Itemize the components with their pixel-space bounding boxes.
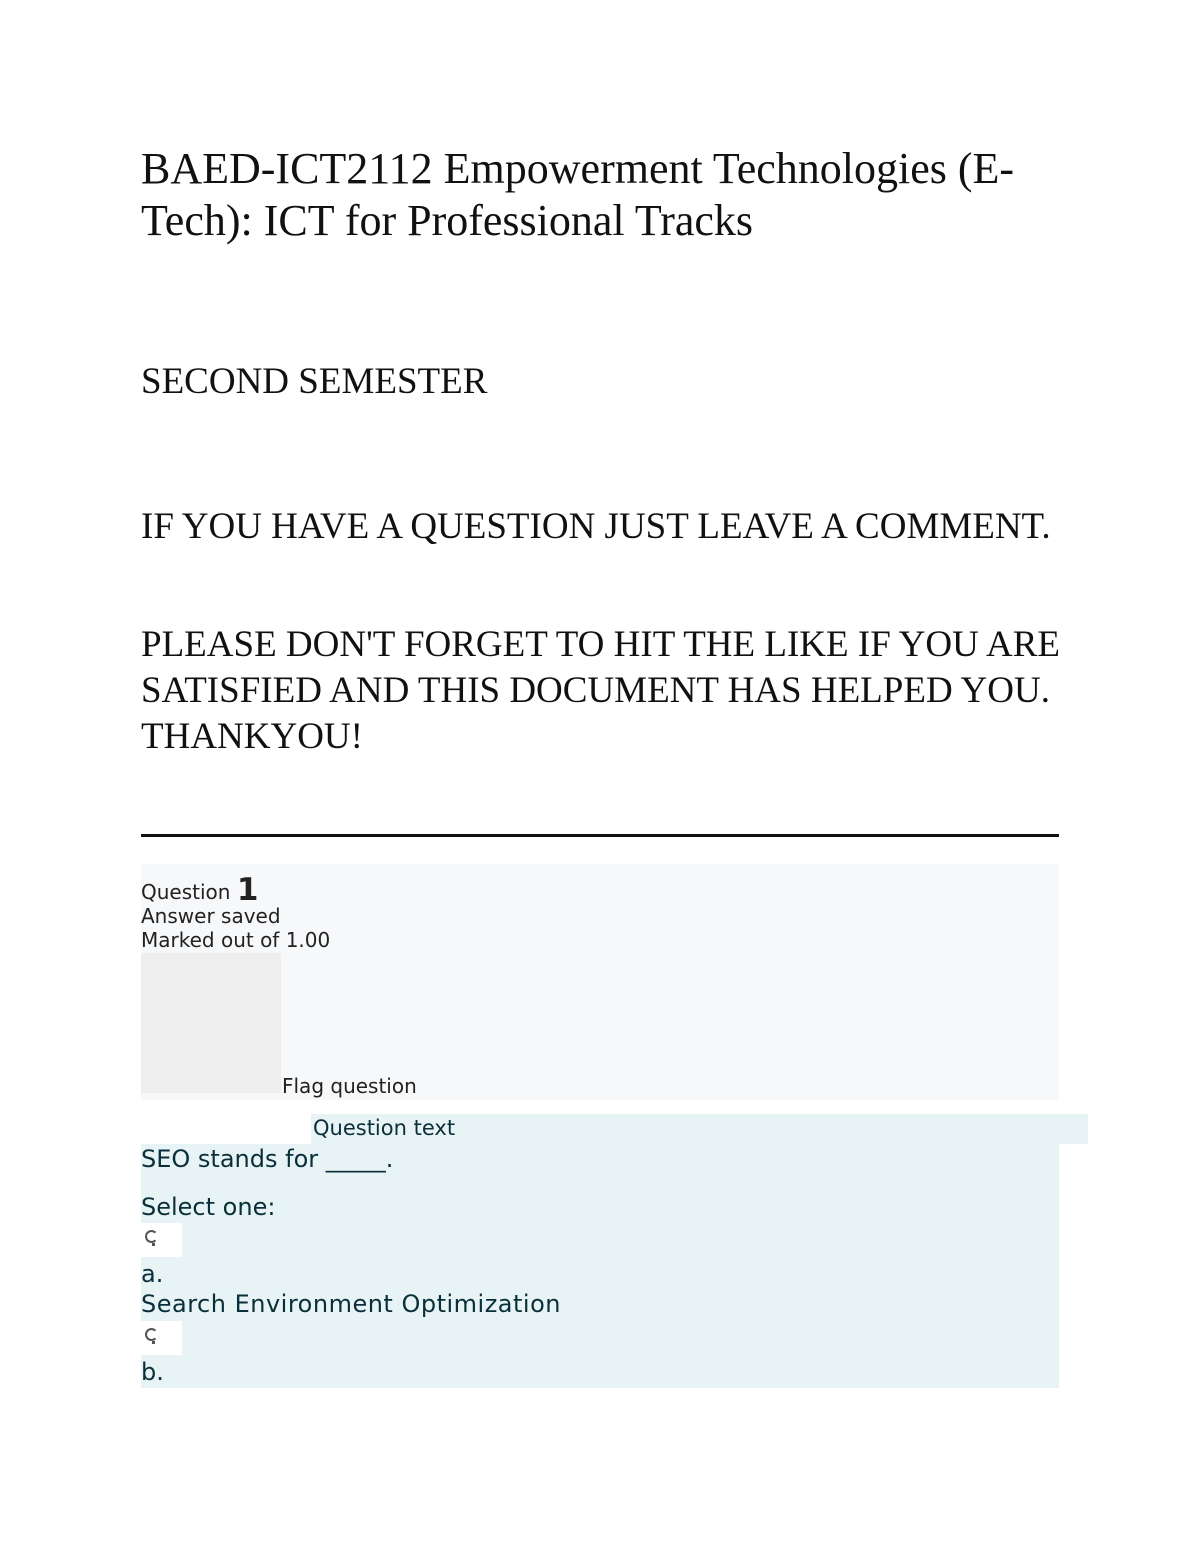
answer-status: Answer saved [141,904,281,928]
question-number: 1 [236,872,259,908]
option-a-letter: a. [141,1260,164,1288]
option-b-letter: b. [141,1358,164,1386]
horizontal-divider [141,834,1059,837]
flag-question-link[interactable]: Flag question [282,1074,417,1098]
option-a-text[interactable]: Search Environment Optimization [141,1290,561,1318]
select-one-prompt: Select one: [141,1193,276,1221]
radio-dot-icon [152,1243,155,1246]
radio-icon [145,1230,158,1243]
question-label-text: Question [141,880,231,904]
question-text: SEO stands for _____. [141,1145,394,1173]
flag-icon[interactable] [141,953,281,1093]
radio-icon [145,1328,158,1341]
option-a-radio[interactable] [141,1223,182,1257]
question-label [141,872,259,908]
radio-dot-icon [152,1341,155,1344]
semester-label: SECOND SEMESTER [141,361,488,402]
question-text-header: Question text [311,1114,1088,1144]
like-notice: PLEASE DON'T FORGET TO HIT THE LIKE IF YOU ARE SATISFIED AND THIS DOCUMENT HAS HELPED YOU. THANKYOU! [141,624,1061,757]
comment-notice: IF YOU HAVE A QUESTION JUST LEAVE A COMMENT. [141,506,1051,547]
document-title: BAED-ICT2112 Empowerment Technologies (E-Tech): ICT for Professional Tracks [141,144,1015,245]
option-b-radio[interactable] [141,1321,182,1355]
question-info-panel [141,864,1059,1100]
marked-out-label: Marked out of 1.00 [141,928,331,952]
question-text-panel [141,1144,1059,1388]
